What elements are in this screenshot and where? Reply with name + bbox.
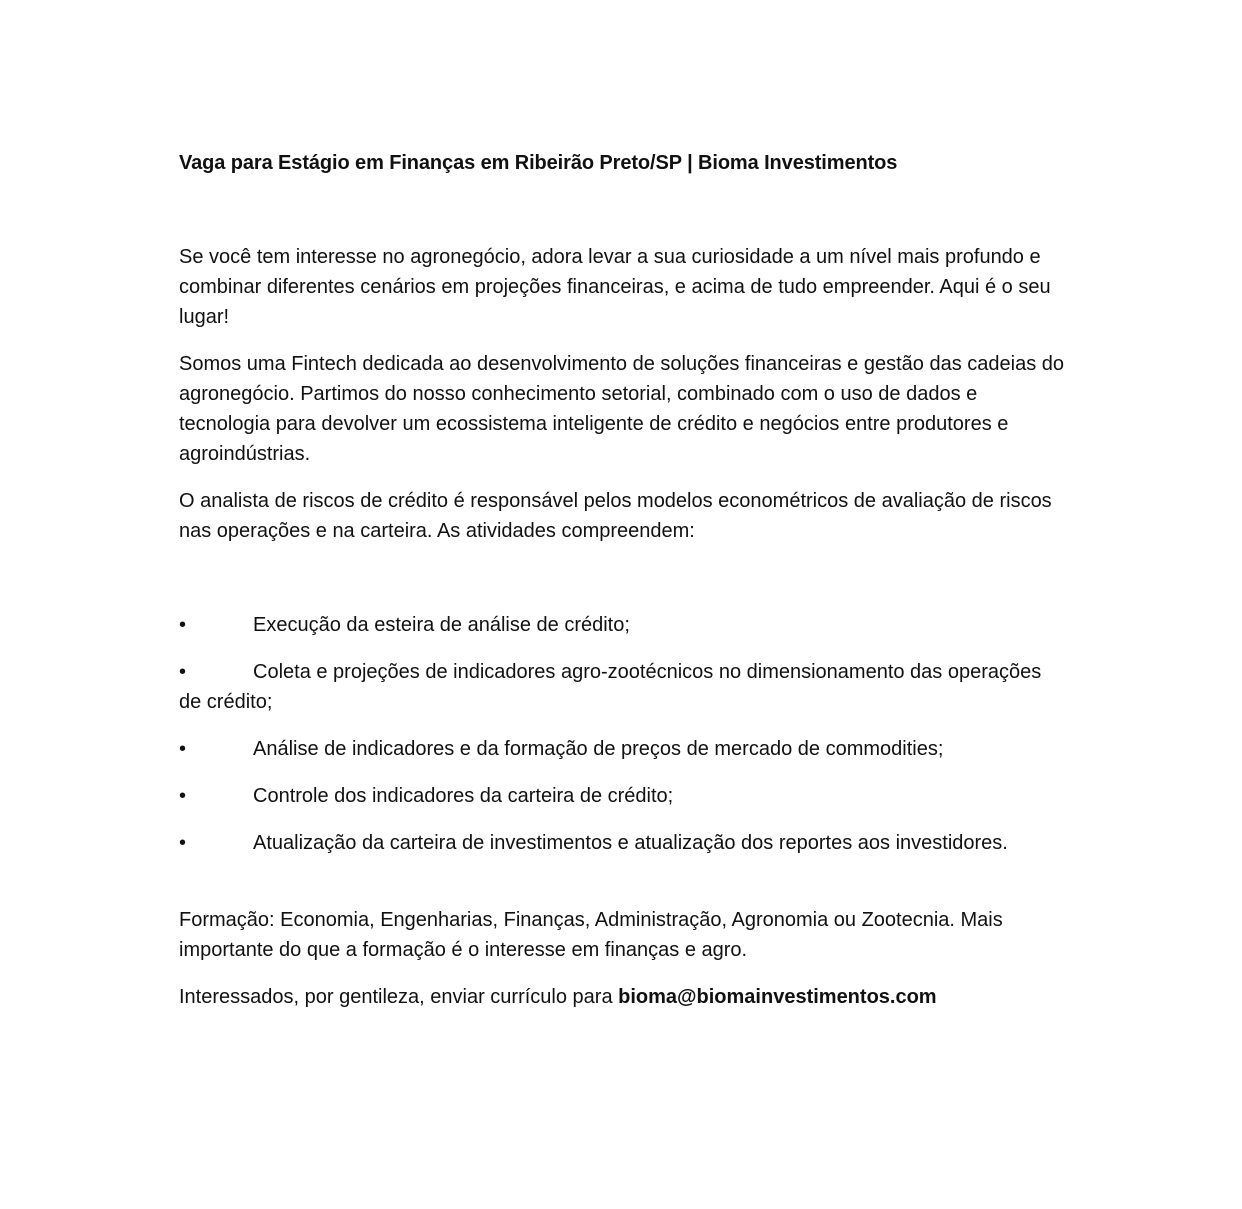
list-item [179, 781, 1069, 811]
contact-paragraph [179, 982, 1069, 1012]
list-item [179, 734, 1069, 764]
bullet-icon: • [179, 785, 187, 807]
list-item [179, 828, 1069, 858]
role-paragraph: O analista de riscos de crédito é responsável pelos modelos econométricos de avaliação de riscos nas operações e na carteira. As atividades compreendem: [179, 490, 1052, 542]
activities-list [179, 610, 1069, 858]
contact-text: Interessados, por gentileza, enviar currículo para [179, 986, 619, 1008]
activity-text: Coleta e projeções de indicadores agro-zootécnicos no dimensionamento das operações de crédito; [179, 661, 1042, 713]
bullet-icon: • [179, 738, 187, 760]
activity-text: Controle dos indicadores da carteira de crédito; [253, 785, 674, 807]
bullet-icon: • [179, 661, 187, 683]
list-item [179, 610, 1069, 640]
contact-email-link[interactable]: bioma@biomainvestimentos.com [618, 986, 937, 1008]
bullet-icon: • [179, 614, 187, 636]
activity-text: Análise de indicadores e da formação de preços de mercado de commodities; [253, 738, 944, 760]
activity-text: Atualização da carteira de investimentos e atualização dos reportes aos investidores. [253, 832, 1008, 854]
document-page [179, 148, 1069, 1012]
activity-text: Execução da esteira de análise de crédito; [253, 614, 630, 636]
bullet-icon: • [179, 832, 187, 854]
intro-paragraph: Se você tem interesse no agronegócio, adora levar a sua curiosidade a um nível mais profundo e combinar diferentes cenários em projeções financeiras, e acima de tudo empreender. Aqui é o seu lugar! [179, 246, 1051, 328]
education-paragraph: Formação: Economia, Engenharias, Finanças, Administração, Agronomia ou Zootecnia. Mais importante do que a formação é o interesse em finanças e agro. [179, 909, 1003, 961]
list-item [179, 657, 1069, 717]
job-title: Vaga para Estágio em Finanças em Ribeirão Preto/SP | Bioma Investimentos [179, 152, 898, 174]
company-paragraph: Somos uma Fintech dedicada ao desenvolvimento de soluções financeiras e gestão das cadeias do agronegócio. Partimos do nosso conhecimento setorial, combinado com o uso de dados e tecnologia para devolver um ecossistema inteligente de crédito e negócios entre produtores e agroindústrias. [179, 353, 1064, 465]
